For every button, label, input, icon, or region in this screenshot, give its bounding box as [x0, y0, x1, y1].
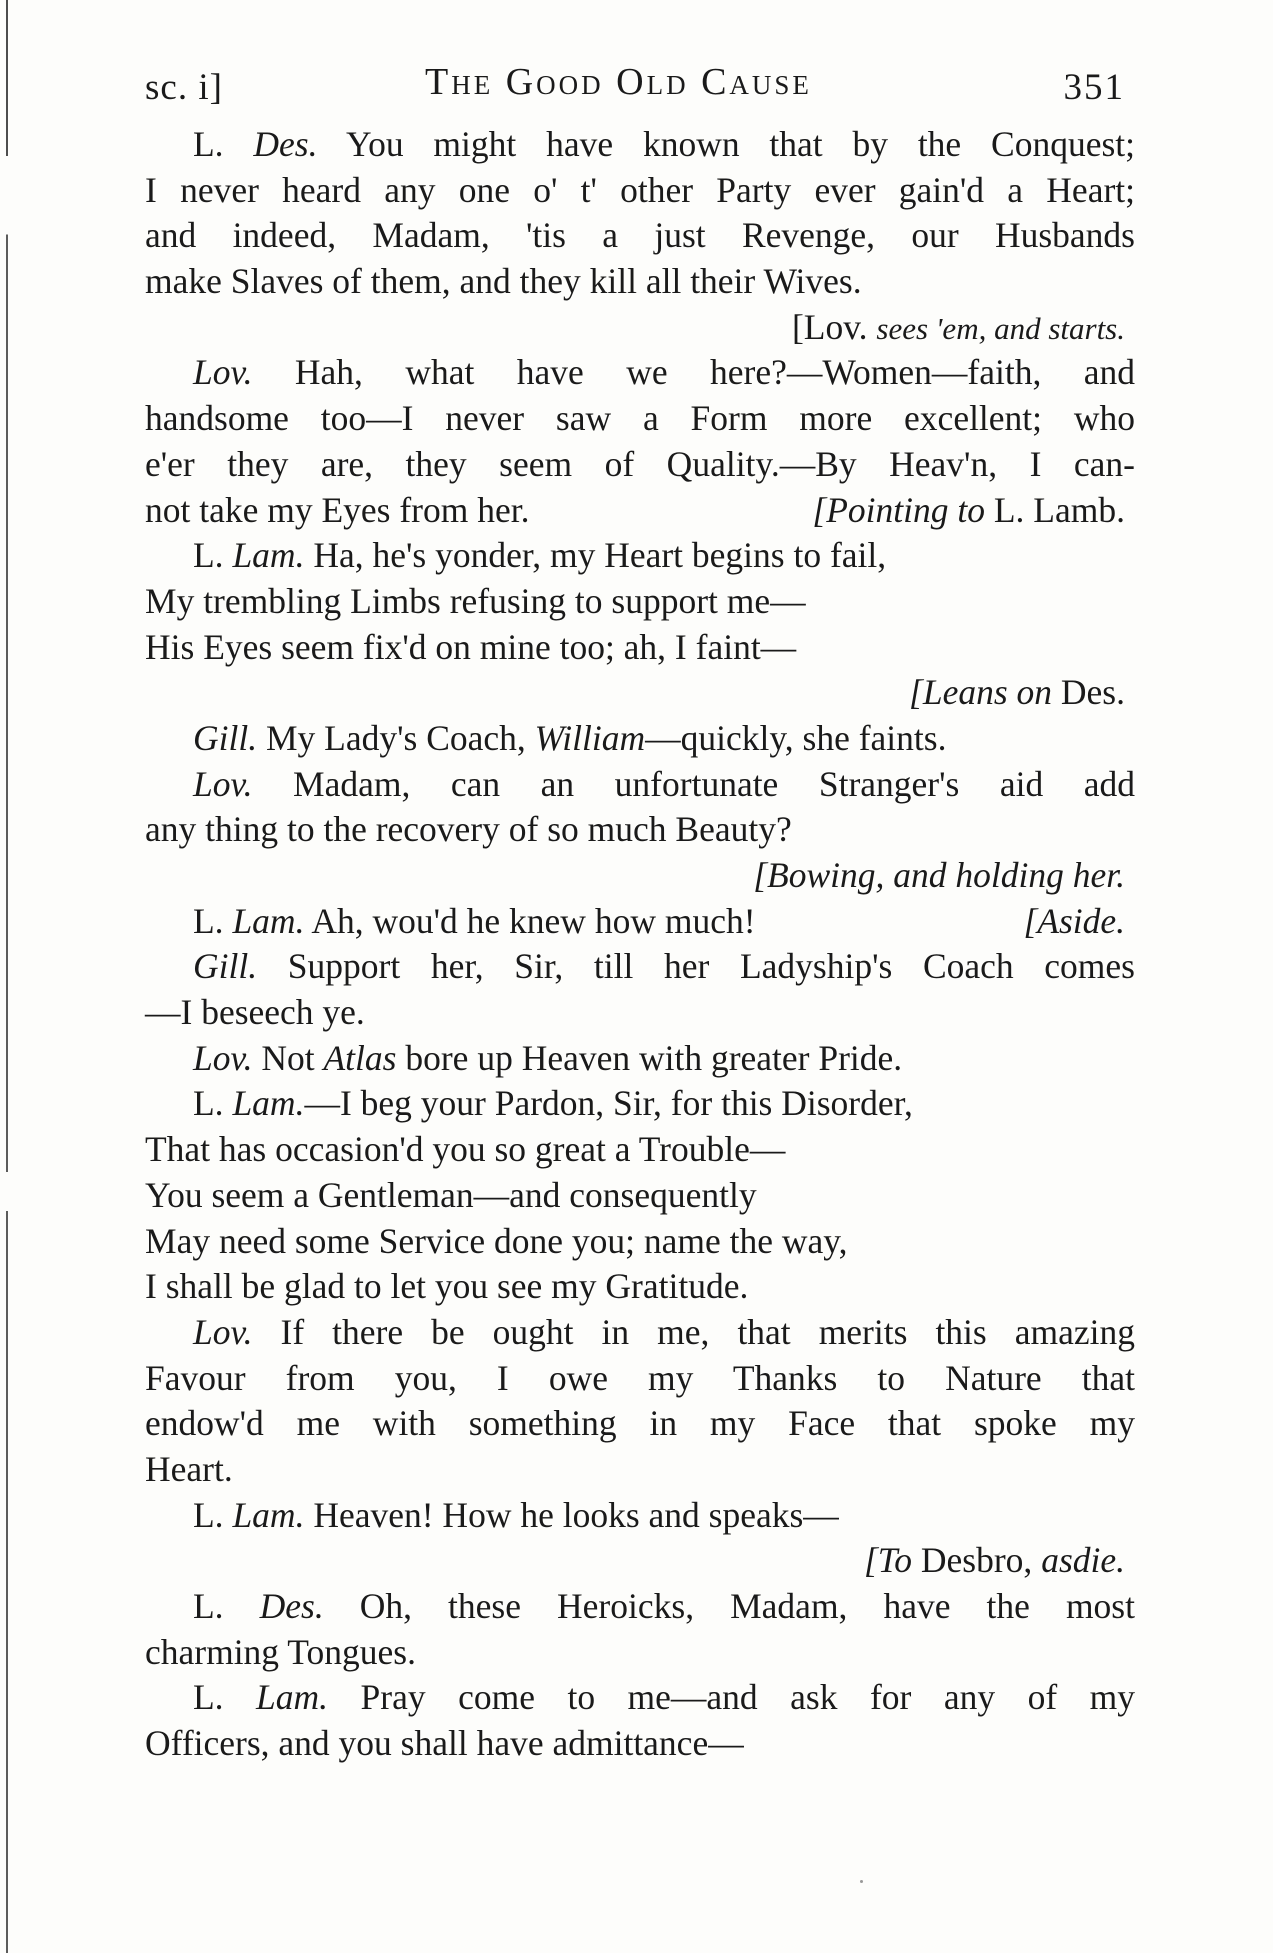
italic-word: Atlas: [323, 1037, 397, 1078]
text-line: Heart.: [145, 1448, 233, 1489]
text-line: May need some Service done you; name the way,: [145, 1220, 848, 1261]
scene-reference: sc. i]: [145, 67, 223, 108]
speaker-abbrev: Lov.: [193, 763, 253, 804]
speaker-abbrev: Des.: [259, 1586, 324, 1626]
speaker-abbrev: Gill.: [193, 717, 258, 758]
stage-direction: [Pointing to L. Lamb.: [812, 489, 1125, 530]
speech-line: L. Des. Oh, these Heroicks, Madam, have the most: [193, 1586, 1135, 1626]
speaker-name: [193, 946, 257, 986]
play-text: [145, 122, 1135, 1767]
speaker-abbrev: Gill.: [193, 946, 258, 987]
stage-direction: [Lov. sees 'em, and starts.: [791, 306, 1125, 347]
stage-direction-italic: sees 'em, and starts.: [876, 310, 1125, 346]
speaker-name: L. Lam.: [193, 1494, 305, 1535]
stage-direction: [Aside.: [1023, 900, 1125, 941]
speaker-name: L. Des.: [193, 1586, 324, 1626]
speaker-abbrev: Lov.: [193, 1311, 253, 1352]
text-line: endow'd me with something in my Face that spoke my: [145, 1403, 1135, 1444]
text-line: I shall be glad to let you see my Gratitude.: [145, 1266, 749, 1307]
stage-direction: [Leans on Des.: [909, 672, 1125, 713]
speech-line: L. Lam. Ha, he's yonder, my Heart begins to fail,: [193, 535, 887, 576]
italic-word: William: [534, 717, 646, 758]
text-line: My trembling Limbs refusing to support me—: [145, 580, 806, 621]
stage-direction-italic: asdie.: [1041, 1540, 1125, 1581]
stage-direction-italic: [To: [863, 1540, 913, 1581]
speaker-name: L. Lam.: [193, 535, 305, 576]
speech-line: L. Lam. Pray come to me—and ask for any of my: [193, 1677, 1135, 1718]
speaker-abbrev: Lam.: [256, 1677, 329, 1718]
speech-line: L. Lam. Heaven! How he looks and speaks—: [193, 1494, 839, 1535]
speech-line: Lov. Madam, can an unfortunate Stranger's aid add: [193, 763, 1135, 804]
running-header: [145, 60, 1135, 122]
text-line: make Slaves of them, and they kill all their Wives.: [145, 261, 862, 302]
speaker-name: L. Lam.: [193, 1677, 329, 1718]
text-line: His Eyes seem fix'd on mine too; ah, I faint—: [145, 626, 797, 667]
speaker-abbrev: Lov.: [193, 1037, 253, 1078]
speaker-abbrev: Des.: [253, 124, 318, 164]
stage-direction-italic: [Bowing, and holding her.: [753, 855, 1125, 895]
text-line: any thing to the recovery of so much Beauty?: [145, 809, 792, 850]
speaker-name: [193, 764, 253, 804]
speech-line: Lov. Not Atlas bore up Heaven with greater Pride.: [193, 1037, 903, 1078]
speech-line: Lov. If there be ought in me, that merits this amazing: [193, 1311, 1135, 1352]
book-page: [145, 60, 1135, 1767]
text-line: handsome too—I never saw a Form more excellent; who: [145, 398, 1135, 439]
stage-direction: [145, 853, 1135, 899]
speech-line: Lov. Hah, what have we here?—Women—faith, and: [193, 352, 1135, 393]
speaker-name: [193, 718, 257, 758]
speaker-abbrev: Lov.: [193, 352, 253, 393]
speech-line: L. Des. You might have known that by the Conquest;: [193, 124, 1135, 164]
speech-line: Gill. My Lady's Coach, William—quickly, she faints.: [193, 717, 947, 758]
speaker-name: [193, 1038, 253, 1078]
speech-line: Gill. Support her, Sir, till her Ladyship's Coach comes: [193, 946, 1135, 987]
text-line: not take my Eyes from her. [Pointing to L. Lamb.: [145, 488, 1135, 534]
stage-direction-italic: [Leans on: [909, 672, 1053, 713]
speech-line: L. Lam. Ah, wou'd he knew how much! [Aside.: [145, 899, 1135, 945]
text-line: charming Tongues.: [145, 1631, 416, 1672]
text-line: —I beseech ye.: [145, 992, 365, 1033]
text-line: e'er they are, they seem of Quality.—By Heav'n, I can-: [145, 443, 1135, 484]
binding-edge-line: [6, 0, 8, 1953]
text-line: That has occasion'd you so great a Trouble—: [145, 1129, 786, 1170]
speaker-name: L. Lam.: [193, 1083, 305, 1124]
speaker-name: L. Des.: [193, 124, 318, 164]
speaker-abbrev: Lam.: [232, 1494, 305, 1535]
speaker-abbrev: Lam.: [232, 900, 305, 941]
text-line: Officers, and you shall have admittance—: [145, 1723, 744, 1764]
stage-direction: [To Desbro, asdie.: [863, 1540, 1125, 1581]
page-number: 351: [1063, 67, 1125, 108]
speaker-name: L. Lam.: [193, 900, 305, 941]
text-line: I never heard any one o' t' other Party ever gain'd a Heart;: [145, 169, 1135, 210]
speaker-abbrev: Lam.: [232, 1083, 305, 1124]
stage-direction-italic: [Pointing to: [812, 489, 994, 530]
speaker-abbrev: Lam.: [232, 535, 305, 576]
speaker-name: [193, 352, 253, 392]
running-title: The Good Old Cause: [425, 61, 812, 103]
text-line: You seem a Gentleman—and consequently: [145, 1174, 757, 1215]
text-line: and indeed, Madam, 'tis a just Revenge, our Husbands: [145, 215, 1135, 256]
speaker-name: [193, 1312, 253, 1352]
speech-line: L. Lam.—I beg your Pardon, Sir, for this Disorder,: [193, 1083, 913, 1124]
print-speck: [860, 1880, 863, 1883]
text-line: Favour from you, I owe my Thanks to Nature that: [145, 1357, 1135, 1398]
